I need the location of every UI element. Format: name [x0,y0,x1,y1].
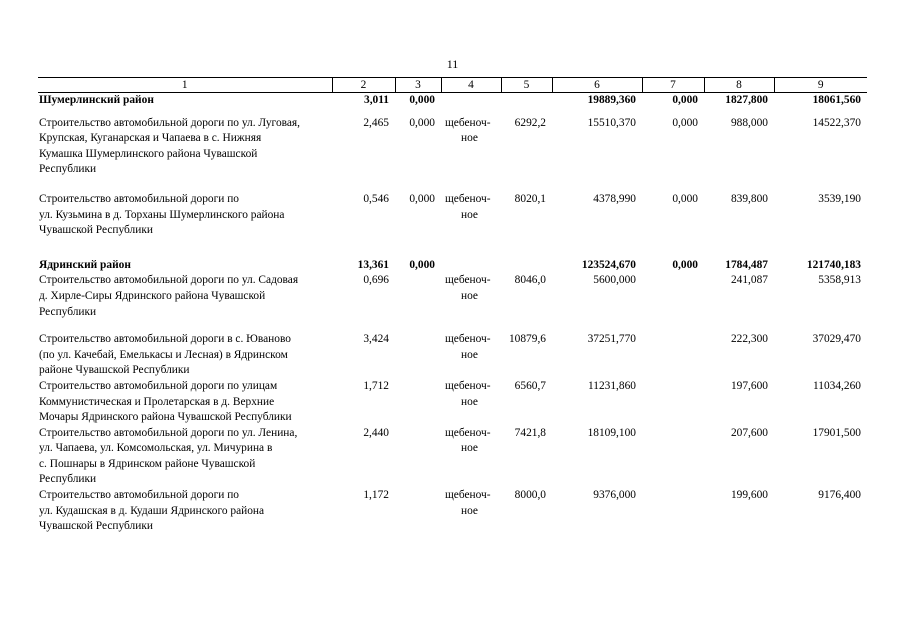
row-spacer [38,239,867,258]
district-value: 1784,487 [725,258,768,271]
district-name: Ядринский район [39,258,131,271]
surface-type-line: щебеноч- [445,426,491,439]
district-value [501,258,552,274]
col-header: 6 [552,78,642,93]
district-value: 18061,560 [812,94,861,106]
road-name-line: Чувашской Республики [39,224,153,237]
road-value: 9376,000 [593,489,636,502]
col-header: 8 [704,78,774,93]
road-value: 3,424 [363,333,389,346]
road-value: 8046,0 [514,274,546,287]
surface-type-line: ное [461,442,478,455]
district-value: 121740,183 [806,258,861,271]
surface-type-line: щебеноч- [445,379,491,392]
district-value: 1827,800 [725,94,768,106]
surface-type [441,273,501,320]
road-row [38,332,867,379]
surface-type-line: ное [461,208,478,221]
surface-type-line: ное [461,132,478,145]
surface-type [441,426,501,488]
row-spacer-cell [38,320,867,332]
road-value: 8020,1 [514,192,546,205]
roads-table [38,77,867,535]
road-value: 839,800 [730,192,768,205]
district-value: 0,000 [672,94,698,106]
road-value: 0,000 [409,116,435,129]
road-value: 5358,913 [818,274,861,287]
road-value: 1,712 [363,379,389,392]
road-name-line: (по ул. Качебай, Емелькасы и Лесная) в Ядринском [39,348,288,361]
district-row [38,258,867,274]
col-header: 1 [38,78,332,93]
road-value: 15510,370 [587,116,636,129]
surface-type [441,116,501,178]
road-name [38,426,332,488]
road-name-line: Чувашской Республики [39,520,153,533]
road-row [38,426,867,488]
road-value [395,273,441,320]
road-value: 14522,370 [812,116,861,129]
district-value: 3,011 [364,94,389,106]
row-spacer [38,109,867,116]
road-value: 7421,8 [514,426,546,439]
road-value [642,273,704,320]
col-header: 9 [774,78,867,93]
surface-type-line: ное [461,395,478,408]
road-name-line: Строительство автомобильной дороги по [39,192,239,205]
road-name-line: Республики [39,473,97,486]
road-value [642,426,704,488]
road-value: 10879,6 [508,333,546,346]
road-value: 241,087 [730,274,768,287]
surface-type [441,332,501,379]
road-value: 222,300 [730,333,768,346]
road-name-line: Коммунистическая и Пролетарская в д. Верхние [39,395,275,408]
road-value: 6560,7 [514,379,546,392]
road-name [38,192,332,239]
road-value: 197,600 [730,379,768,392]
road-value: 0,000 [409,192,435,205]
road-name-line: с. Пошнары в Ядринском районе Чувашской [39,457,256,470]
road-value: 207,600 [730,426,768,439]
road-name [38,379,332,426]
road-value: 2,465 [363,116,389,129]
road-row [38,273,867,320]
road-name-line: Строительство автомобильной дороги по ул. Луговая, [39,116,301,129]
district-value: 0,000 [409,94,435,106]
road-name [38,273,332,320]
surface-type [441,488,501,535]
road-name-line: Республики [39,163,97,176]
surface-type-line: щебеноч- [445,333,491,346]
road-value [395,426,441,488]
district-value: 123524,670 [581,258,636,271]
col-header: 3 [395,78,441,93]
surface-type-line: щебеноч- [445,116,491,129]
surface-type-line: ное [461,504,478,517]
road-value: 37029,470 [812,333,861,346]
road-value: 18109,100 [587,426,636,439]
column-number-row [38,78,867,93]
road-value: 8000,0 [514,489,546,502]
row-spacer-cell [38,178,867,192]
road-name-line: Республики [39,305,97,318]
road-name-line: Строительство автомобильной дороги по [39,489,239,502]
district-row [38,93,867,109]
road-name-line: Кумашка Шумерлинского района Чувашской [39,147,258,160]
road-value [395,379,441,426]
district-value: 19889,360 [587,94,636,106]
road-value: 1,172 [363,489,389,502]
road-value [395,488,441,535]
surface-type-line: ное [461,348,478,361]
district-value [441,258,501,274]
road-value: 0,546 [363,192,389,205]
road-name-line: ул. Кузьмина в д. Торханы Шумерлинского района [39,208,285,221]
surface-type [441,379,501,426]
col-header: 5 [501,78,552,93]
road-name [38,332,332,379]
road-value: 11034,260 [813,379,861,392]
road-value: 988,000 [730,116,768,129]
row-spacer-cell [38,109,867,116]
road-name [38,116,332,178]
road-name [38,488,332,535]
road-value [395,332,441,379]
surface-type-line: щебеноч- [445,489,491,502]
road-value: 0,696 [363,274,389,287]
road-row [38,488,867,535]
road-name-line: районе Чувашской Республики [39,364,190,377]
road-row [38,116,867,178]
road-value: 9176,400 [818,489,861,502]
road-name-line: д. Хирле-Сиры Ядринского района Чувашской [39,289,266,302]
surface-type-line: ное [461,289,478,302]
road-value: 11231,860 [588,379,636,392]
road-value [642,332,704,379]
district-value: 0,000 [672,258,698,271]
road-value: 199,600 [730,489,768,502]
row-spacer [38,178,867,192]
road-value: 6292,2 [514,116,546,129]
row-spacer-cell [38,239,867,258]
road-name-line: Строительство автомобильной дороги по улицам [39,379,278,392]
col-header: 4 [441,78,501,93]
road-value [642,379,704,426]
road-value [642,488,704,535]
road-row [38,379,867,426]
surface-type-line: щебеноч- [445,192,491,205]
road-value: 0,000 [672,192,698,205]
district-name: Шумерлинский район [39,94,154,106]
road-name-line: Строительство автомобильной дороги в с. Юваново [39,333,291,346]
road-value: 3539,190 [818,192,861,205]
col-header: 7 [642,78,704,93]
road-name-line: ул. Чапаева, ул. Комсомольская, ул. Мичурина в [39,442,273,455]
road-name-line: ул. Кудашская в д. Кудаши Ядринского района [39,504,265,517]
col-header: 2 [332,78,395,93]
district-value [441,93,501,109]
page-number: 11 [446,57,459,71]
surface-type [441,192,501,239]
road-value: 5600,000 [593,274,636,287]
row-spacer [38,320,867,332]
surface-type-line: щебеноч- [445,274,491,287]
district-value: 0,000 [409,258,435,271]
district-value: 13,361 [357,258,389,271]
district-value [501,93,552,109]
road-value: 4378,990 [593,192,636,205]
road-name-line: Строительство автомобильной дороги по ул. Садовая [39,274,299,287]
road-value: 0,000 [672,116,698,129]
road-value: 37251,770 [587,333,636,346]
road-name-line: Строительство автомобильной дороги по ул. Ленина, [39,426,298,439]
road-value: 17901,500 [812,426,861,439]
road-value: 2,440 [363,426,389,439]
road-name-line: Мочары Ядринского района Чувашской Республики [39,411,292,424]
road-row [38,192,867,239]
road-name-line: Крупская, Куганарская и Чапаева в с. Нижняя [39,132,262,145]
